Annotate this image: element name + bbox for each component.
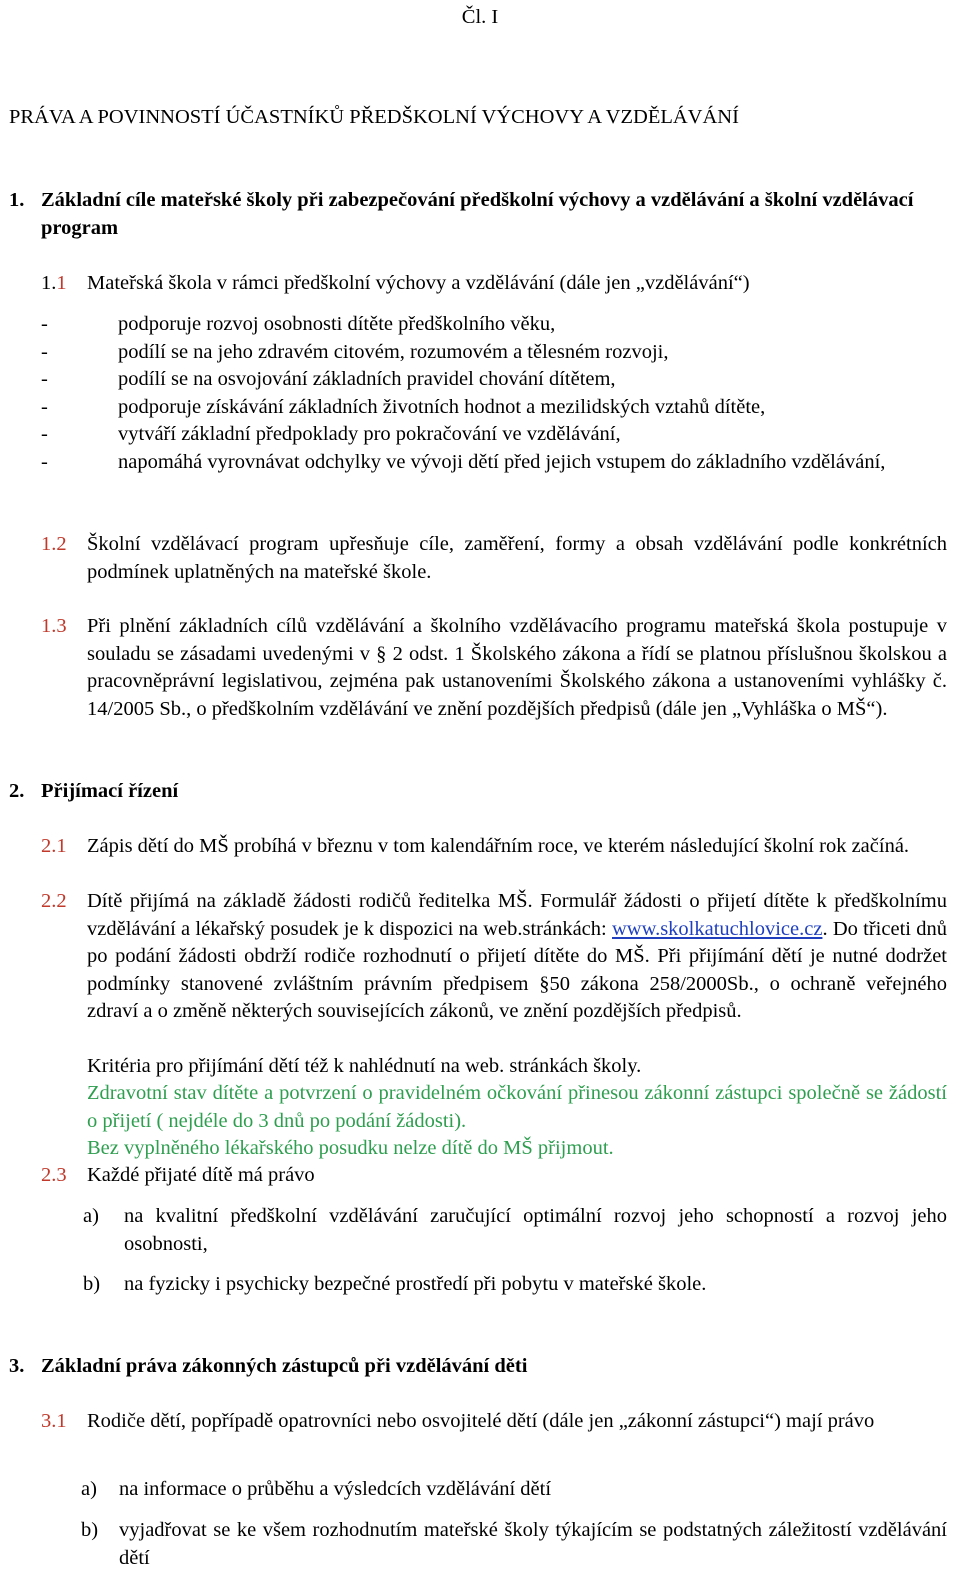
- list-item-text: vytváří základní předpoklady pro pokračování ve vzdělávání,: [118, 423, 621, 445]
- paragraph-3-1-text: Rodiče dětí, popřípadě opatrovníci nebo osvojitelé dětí (dále jen „zákonní zástupci“) mají právo: [87, 1410, 875, 1432]
- list-item-text: vyjadřovat se ke všem rozhodnutím mateřské školy týkajícím se podstatných záležitostí vzdělávání dětí: [119, 1519, 947, 1569]
- admission-criteria-note: Kritéria pro přijímání dětí též k nahlédnutí na web. stránkách školy.: [87, 1055, 642, 1077]
- medical-report-note: Bez vyplněného lékařského posudku nelze dítě do MŠ přijmout.: [87, 1137, 614, 1159]
- list-item-label: b): [81, 1519, 99, 1541]
- paragraph-1-3-text: Při plnění základních cílů vzdělávání a školního vzdělávacího programu mateřská škola postupuje v souladu se zásadami uvedenými v § 2 odst. 1 Školského zákona a řídí se platnou příslušnou školskou a pracovněprávní legislativou, zejména pak ustanoveními Školského zákona a ustanoveními vyhlášky č. 14/2005 Sb., o předškolním vzdělávání ve znění pozdějších předpisů (dále jen „Vyhláška o MŠ“).: [87, 615, 947, 720]
- list-item: [41, 394, 947, 422]
- paragraph-1-2-number: [41, 531, 67, 559]
- health-status-note: Zdravotní stav dítěte a potvrzení o pravidelném očkování přinesou zákonní zástupci společně se žádostí o přijetí ( nejdéle do 3 dnů po podání žádosti).: [87, 1082, 947, 1132]
- paragraph-1-1-number-sub: 1: [56, 272, 67, 294]
- paragraph-2-1-number: 2.1: [41, 835, 67, 857]
- list-item: [41, 421, 947, 449]
- list-item: [41, 366, 947, 394]
- school-website-link[interactable]: www.skolkatuchlovice.cz: [612, 917, 823, 940]
- paragraph-1-2-number-sub: 2: [56, 533, 67, 555]
- paragraph-2-2-text-b: . Do třiceti dnů po podání žádosti obdrží rodiče rozhodnutí o přijetí dítěte do MŠ. Při přijímání dětí je nutné dodržet podmínky stanovené zvláštním právním předpisem §50 zákona 258/2000Sb., o ochraně veřejného zdraví a o změně některých souvisejících zákonů, ve znění pozdějších předpisů.: [87, 917, 947, 1022]
- list-item-label: a): [83, 1205, 99, 1227]
- dash-bullet: -: [41, 450, 48, 473]
- paragraph-2-2-text: [87, 888, 947, 1026]
- list-item-label: a): [81, 1478, 97, 1500]
- list-item-text: podílí se na jeho zdravém citovém, rozumovém a tělesném rozvoji,: [118, 340, 669, 363]
- section-3-title: Základní práva zákonných zástupců při vzdělávání děti: [41, 1355, 528, 1377]
- paragraph-1-3-number-main: 1.: [41, 615, 57, 637]
- paragraph-2-2-text-a: Dítě přijímá na základě žádosti rodičů ředitelka MŠ. Formulář žádosti o přijetí dítěte k předškolnímu vzdělávání a lékařský posudek je k dispozici na web.stránkách:: [87, 890, 947, 940]
- section-2-title: Přijímací řízení: [41, 780, 179, 802]
- paragraph-2-2-number: 2.2: [41, 890, 67, 912]
- list-item: [41, 339, 947, 367]
- dash-bullet: -: [41, 368, 48, 390]
- paragraph-2-1-text: Zápis dětí do MŠ probíhá v březnu v tom kalendářním roce, ve kterém následující školní rok začíná.: [87, 835, 910, 857]
- paragraph-1-1-text: Mateřská škola v rámci předškolní výchovy a vzdělávání (dále jen „vzdělávání“): [87, 272, 750, 294]
- list-item: [41, 449, 947, 477]
- list-item-text: na kvalitní předškolní vzdělávání zaručující optimální rozvoj jeho schopností a rozvoj jeho osobnosti,: [124, 1205, 947, 1255]
- dash-bullet: -: [41, 395, 48, 418]
- list-item-text: napomáhá vyrovnávat odchylky ve vývoji dětí před jejich vstupem do základního vzdělávání,: [118, 450, 886, 473]
- list-item-label: b): [83, 1273, 101, 1295]
- paragraph-1-2-text: Školní vzdělávací program upřesňuje cíle, zaměření, formy a obsah vzdělávání podle konkrétních podmínek uplatněných na mateřské škole.: [87, 533, 947, 583]
- section-1-title: Základní cíle mateřské školy při zabezpečování předškolní výchovy a vzdělávání a školní vzdělávací program: [41, 189, 914, 239]
- paragraph-2-3-number: 2.3: [41, 1164, 67, 1186]
- list-item-text: podporuje získávání základních životních hodnot a mezilidských vztahů dítěte,: [118, 395, 766, 418]
- list-item-text: podílí se na osvojování základních pravidel chování dítětem,: [118, 368, 616, 390]
- dash-bullet: -: [41, 313, 48, 335]
- list-item-text: na fyzicky i psychicky bezpečné prostředí při pobytu v mateřské škole.: [124, 1273, 707, 1295]
- paragraph-1-2-number-main: 1.: [41, 533, 57, 555]
- article-number: Čl. I: [461, 6, 499, 28]
- goals-list: [41, 311, 947, 476]
- list-item: [41, 311, 947, 339]
- list-item-text: na informace o průběhu a výsledcích vzdělávání dětí: [119, 1478, 552, 1500]
- paragraph-1-1-number: [41, 270, 67, 298]
- dash-bullet: -: [41, 340, 48, 363]
- paragraph-2-3-text: Každé přijaté dítě má právo: [87, 1164, 315, 1186]
- list-item-text: podporuje rozvoj osobnosti dítěte předškolního věku,: [118, 313, 556, 335]
- section-1-number: 1.: [9, 189, 25, 211]
- paragraph-3-1-number: 3.1: [41, 1410, 67, 1432]
- dash-bullet: -: [41, 423, 48, 445]
- main-title: PRÁVA A POVINNOSTÍ ÚČASTNÍKŮ PŘEDŠKOLNÍ VÝCHOVY A VZDĚLÁVÁNÍ: [9, 106, 739, 128]
- paragraph-1-1-number-main: 1.: [41, 272, 57, 294]
- section-2-number: 2.: [9, 780, 25, 802]
- paragraph-1-3-number: [41, 613, 67, 641]
- section-3-number: 3.: [9, 1355, 25, 1377]
- paragraph-1-3-number-sub: 3: [56, 615, 67, 637]
